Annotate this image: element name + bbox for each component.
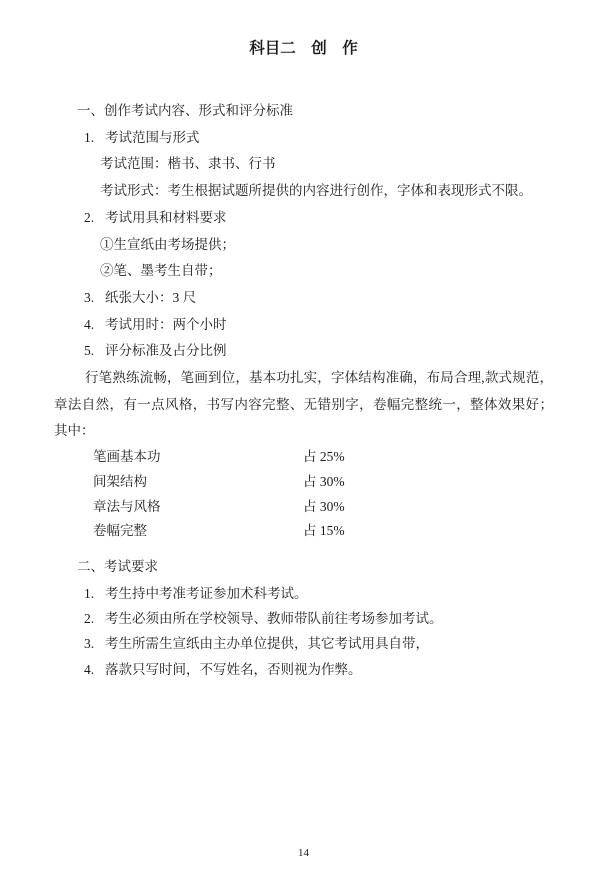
item-number: 3. bbox=[84, 289, 95, 305]
item-number: 5. bbox=[84, 343, 95, 359]
item-text: 落款只写时间，不写姓名，否则视为作弊。 bbox=[105, 661, 362, 677]
item-number: 2. bbox=[84, 611, 95, 627]
item-number: 1. bbox=[84, 129, 95, 145]
item-number: 1. bbox=[84, 585, 95, 601]
sub-line: 考试形式：考生根据试题所提供的内容进行创作，字体和表现形式不限。 bbox=[100, 183, 532, 199]
scoring-paragraph: 行笔熟练流畅，笔画到位，基本功扎实，字体结构准确，布局合理,款式规范，章法自然，有一点风格，书写内容完整、无错别字，卷幅完整统一，整体效果好；其中： bbox=[54, 370, 553, 439]
sub-line: 考试范围：楷书、隶书、行书 bbox=[100, 156, 276, 172]
list-item bbox=[84, 581, 553, 606]
item-text: 考试范围与形式 bbox=[105, 129, 200, 145]
page-number: 14 bbox=[298, 847, 309, 859]
list-item bbox=[84, 125, 553, 152]
list-item bbox=[84, 285, 553, 312]
score-label: 笔画基本功 bbox=[93, 449, 161, 465]
item-number: 4. bbox=[84, 661, 95, 677]
item-text: 纸张大小：3 尺 bbox=[105, 289, 197, 305]
score-value: 占 25% bbox=[303, 449, 345, 465]
table-row bbox=[93, 519, 553, 544]
item-text: 评分标准及占分比例 bbox=[105, 343, 227, 359]
item-text: 考生必须由所在学校领导、教师带队前往考场参加考试。 bbox=[105, 611, 443, 627]
item-number: 4. bbox=[84, 316, 95, 332]
item-text: 考生持中考准考证参加术科考试。 bbox=[105, 585, 308, 601]
list-item bbox=[84, 606, 553, 631]
table-row bbox=[93, 495, 553, 520]
item-text: 考试用时：两个小时 bbox=[105, 316, 227, 332]
list-item bbox=[84, 312, 553, 339]
item-number: 3. bbox=[84, 636, 95, 652]
score-label: 间架结构 bbox=[93, 473, 147, 489]
section2-heading: 二、考试要求 bbox=[77, 558, 158, 574]
item-text: 考生所需生宣纸由主办单位提供，其它考试用具自带， bbox=[105, 636, 429, 652]
list-item bbox=[84, 657, 553, 682]
section1-heading: 一、创作考试内容、形式和评分标准 bbox=[77, 103, 293, 118]
list-item bbox=[84, 205, 553, 232]
score-label: 卷幅完整 bbox=[93, 523, 147, 539]
list-item bbox=[84, 631, 553, 656]
sub-line: ①生宣纸由考场提供； bbox=[100, 236, 235, 252]
table-row bbox=[93, 470, 553, 495]
table-row bbox=[93, 445, 553, 470]
page-title: 科目二 创 作 bbox=[249, 40, 358, 57]
score-table bbox=[54, 445, 553, 544]
score-value: 占 30% bbox=[303, 473, 345, 489]
sub-line: ②笔、墨考生自带； bbox=[100, 263, 222, 279]
score-label: 章法与风格 bbox=[93, 498, 161, 514]
score-value: 占 30% bbox=[303, 498, 345, 514]
item-number: 2. bbox=[84, 209, 95, 225]
score-value: 占 15% bbox=[303, 523, 345, 539]
item-text: 考试用具和材料要求 bbox=[105, 209, 227, 225]
list-item bbox=[84, 338, 553, 365]
